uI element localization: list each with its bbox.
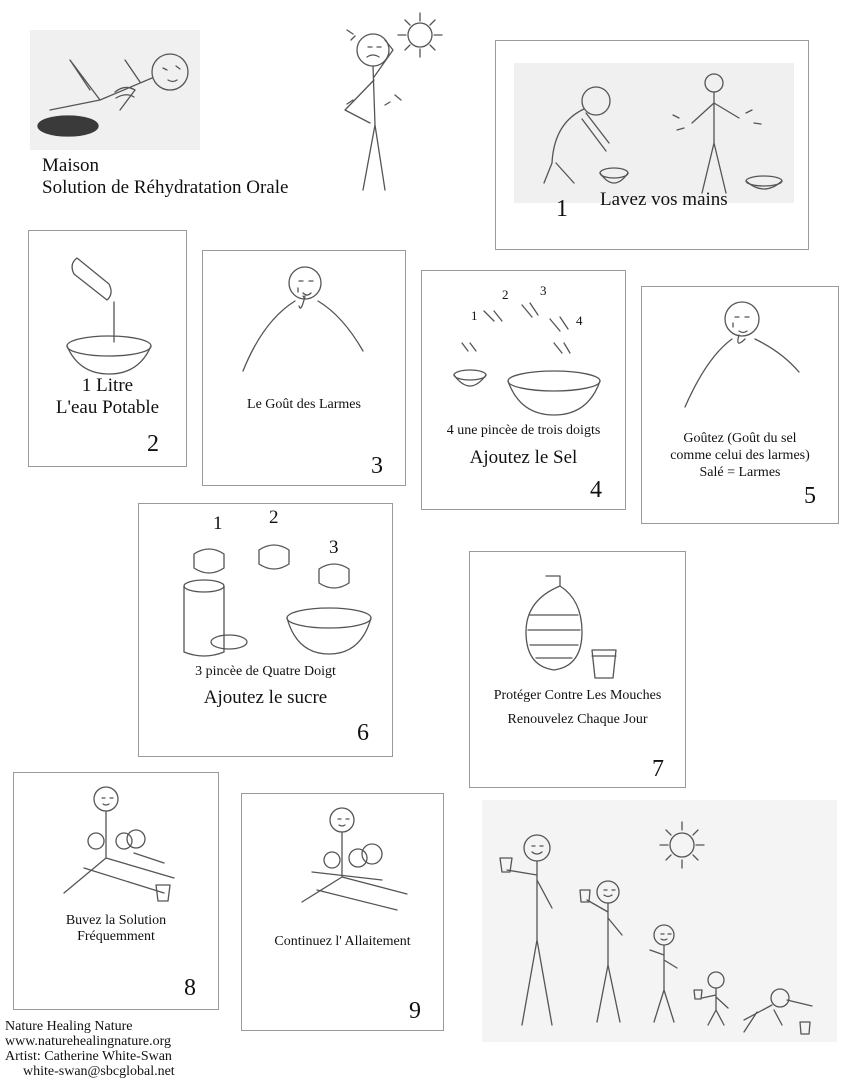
tasting-salt-illustration [677, 297, 817, 427]
covered-jar-illustration [520, 570, 630, 680]
step-7-caption-line1: Protéger Contre Les Mouches [493, 688, 662, 703]
finger-label-2: 2 [502, 287, 509, 302]
step-9-number: 9 [409, 998, 421, 1024]
step-4-caption-small: 4 une pincèe de trois doigts [446, 423, 601, 438]
step-5-number: 5 [804, 483, 816, 509]
step-9-caption: Continuez l' Allaitement [274, 934, 411, 949]
credits-block [5, 1019, 175, 1079]
finger-label-1: 1 [471, 308, 478, 323]
sick-figure-illustration [325, 5, 455, 205]
hand-label-2: 2 [269, 507, 279, 528]
step-7-number: 7 [652, 756, 664, 782]
adding-salt-illustration [442, 283, 612, 418]
washing-hands-illustration [514, 63, 794, 203]
step-2-card [28, 230, 187, 467]
step-6-caption-small: 3 pincèe de Quatre Doigt [195, 664, 336, 679]
step-3-number: 3 [371, 453, 383, 479]
pouring-water-illustration [59, 246, 159, 376]
step-2-caption-line1: 1 Litre [81, 375, 134, 396]
page-title [42, 155, 288, 199]
step-4-card [421, 270, 626, 510]
step-6-caption: Ajoutez le sucre [203, 687, 328, 708]
step-8-card [13, 772, 219, 1010]
step-5-caption-line2: comme celui des larmes) [670, 448, 810, 463]
credits-email: white-swan@sbcglobal.net [23, 1064, 175, 1080]
credits-org: Nature Healing Nature [5, 1019, 133, 1034]
step-3-card [202, 250, 406, 486]
hand-label-3: 3 [329, 537, 339, 558]
credits-artist: Artist: Catherine White-Swan [5, 1049, 172, 1065]
hand-label-1: 1 [213, 513, 223, 534]
step-5-card [641, 286, 839, 524]
step-7-caption-line2: Renouvelez Chaque Jour [507, 712, 648, 727]
step-1-number: 1 [556, 196, 568, 222]
step-2-caption-line2: L'eau Potable [55, 397, 160, 418]
adding-sugar-illustration [179, 524, 379, 664]
step-5-caption-line1: Goûtez (Goût du sel [683, 431, 797, 446]
healthy-family-illustration [482, 800, 837, 1042]
finger-label-4: 4 [576, 313, 583, 328]
breastfeeding-illustration [272, 802, 422, 932]
step-6-card [138, 503, 393, 757]
step-7-card [469, 551, 686, 788]
step-5-caption-line3: Salé = Larmes [699, 465, 781, 480]
page-title-line2: Solution de Réhydratation Orale [42, 176, 289, 198]
step-4-number: 4 [590, 477, 602, 503]
step-3-caption: Le Goût des Larmes [247, 397, 361, 412]
page-title-line1: Maison [42, 155, 99, 176]
step-8-caption-line2: Fréquemment [77, 929, 155, 944]
collapsed-figure-illustration [30, 30, 200, 150]
step-4-caption: Ajoutez le Sel [469, 447, 578, 468]
step-8-number: 8 [184, 975, 196, 1001]
step-1-caption: Lavez vos mains [600, 189, 728, 210]
credits-website: www.naturehealingnature.org [5, 1034, 171, 1050]
step-8-caption-line1: Buvez la Solution [65, 913, 167, 928]
finger-label-3: 3 [540, 283, 547, 298]
step-1-card [495, 40, 809, 250]
tasting-tears-illustration [233, 261, 373, 391]
drinking-solution-illustration [44, 783, 204, 913]
step-9-card [241, 793, 444, 1031]
step-6-number: 6 [357, 720, 369, 746]
step-2-number: 2 [147, 431, 159, 457]
